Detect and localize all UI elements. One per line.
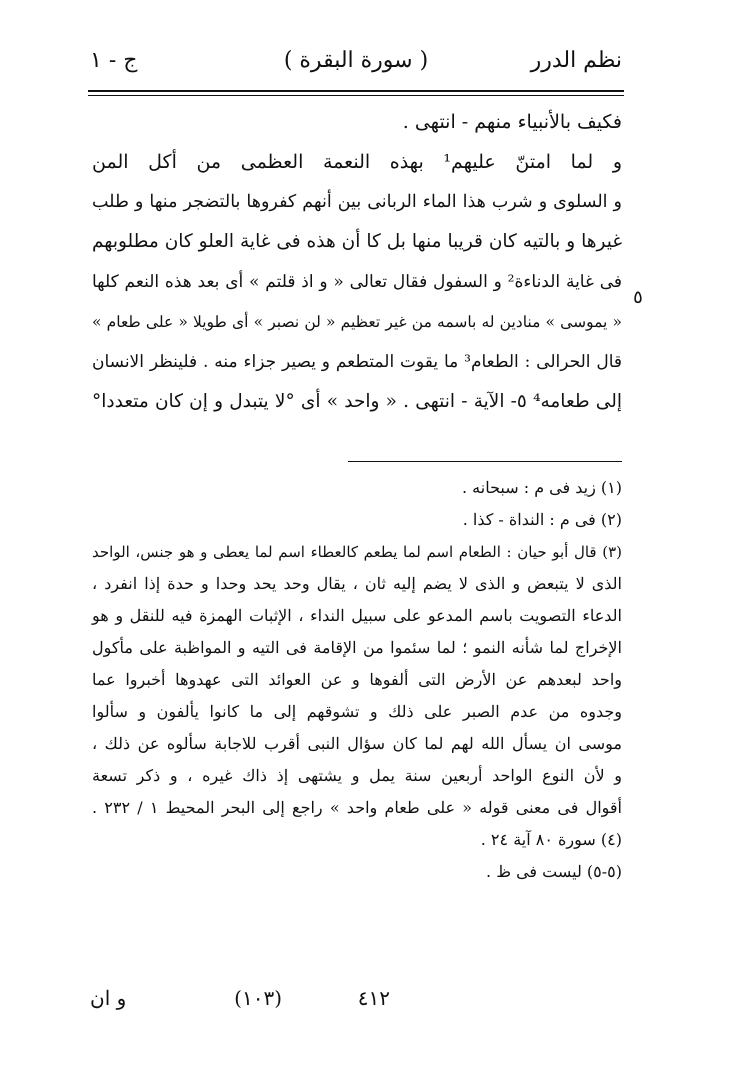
header-rule-thin	[88, 95, 624, 96]
text-line: فى غاية الدناءة² و السفول فقال تعالى « و اذ قلتم » أى بعد هذه النعم كلها	[92, 272, 622, 292]
footnote-separator	[348, 461, 622, 462]
footnote-line: واحد لبعدهم عن الأرض التى ألفوها و عن العوائد التى عهدوها أخبروا عما	[92, 670, 622, 689]
footnote-line: (٣) قال أبو حيان : الطعام اسم لما يطعم كالعطاء اسم لما يعطى و هو جنس، الواحد	[92, 543, 622, 561]
catchword: و ان	[90, 986, 127, 1010]
text-line: و لما امتنّ عليهم¹ بهذه النعمة العظمى من أكل المن	[92, 151, 623, 173]
text-line: « يموسى » منادين له باسمه من غير تعظيم « لن نصبر » أى طويلا « على طعام »	[92, 313, 622, 331]
text-line: فكيف بالأنبياء منهم - انتهى .	[402, 111, 622, 133]
header-rule-thick	[88, 90, 624, 92]
footnote-line: (٥-٥) ليست فى ظ .	[486, 862, 622, 881]
footnote-line: (٢) فى م : النداة - كذا .	[462, 510, 622, 529]
book-title: نظم الدرر	[530, 48, 622, 73]
volume-label: ج - ١	[90, 48, 138, 73]
surah-title: ( سورة البقرة )	[283, 48, 429, 73]
footnote-line: أقوال فى معنى قوله « على طعام واحد » راجع إلى البحر المحيط ١ / ٢٣٢ .	[92, 798, 622, 817]
footnote-line: (٤) سورة ٨٠ آية ٢٤ .	[480, 830, 622, 849]
footnotes	[92, 472, 622, 888]
footnote-line: موسى ان يسأل الله لهم لما كان سؤال النبى أقرب للاجابة سألوه عن ذلك ،	[92, 734, 622, 753]
main-text	[92, 102, 622, 422]
footnote-line: الإخراج لما شأنه النمو ؛ لما سئموا من الإقامة فى التيه و المواظبة على مأكول	[92, 638, 622, 657]
text-line: قال الحرالى : الطعام³ ما يقوت المتطعم و يصير جزاء منه . فلينظر الانسان	[92, 352, 622, 372]
text-line: غيرها و بالتيه كان قريبا منها بل كا أن هذه فى غاية العلو كان مطلوبهم	[92, 231, 622, 252]
footnote-line: وجدوه من عدم الصبر على ذلك و تشوقهم إلى ما كانوا يألفون و سألوا	[92, 702, 622, 721]
manuscript-index: (١٠٣)	[234, 986, 282, 1010]
line-number-marker: ٥	[633, 287, 643, 308]
text-line: إلى طعامه⁴ ٥- الآية - انتهى . « واحد » أى °لا يتبدل و إن كان متعددا°	[92, 391, 622, 412]
page-number: ٤١٢	[357, 986, 390, 1010]
footnote-line: (١) زيد فى م : سبحانه .	[461, 478, 622, 497]
footnote-line: و لأن النوع الواحد أربعين سنة يمل و يشتهى إذ ذاك غيره ، و ذكر تسعة	[92, 766, 622, 785]
footnote-line: الدعاء التصويت باسم المدعو على سبيل النداء ، الإثبات الهمزة فيه للنقل و هو	[92, 606, 622, 625]
text-line: و السلوى و شرب هذا الماء الربانى بين أنهم كفروها بالتضجر منها و طلب	[92, 192, 622, 212]
footnote-line: الذى لا يتبعض و الذى لا يضم إليه ثان ، يقال وحد يحد وحدا و حدة إذا انفرد ،	[92, 574, 622, 593]
page-footer	[90, 984, 622, 1014]
running-header	[90, 46, 622, 82]
